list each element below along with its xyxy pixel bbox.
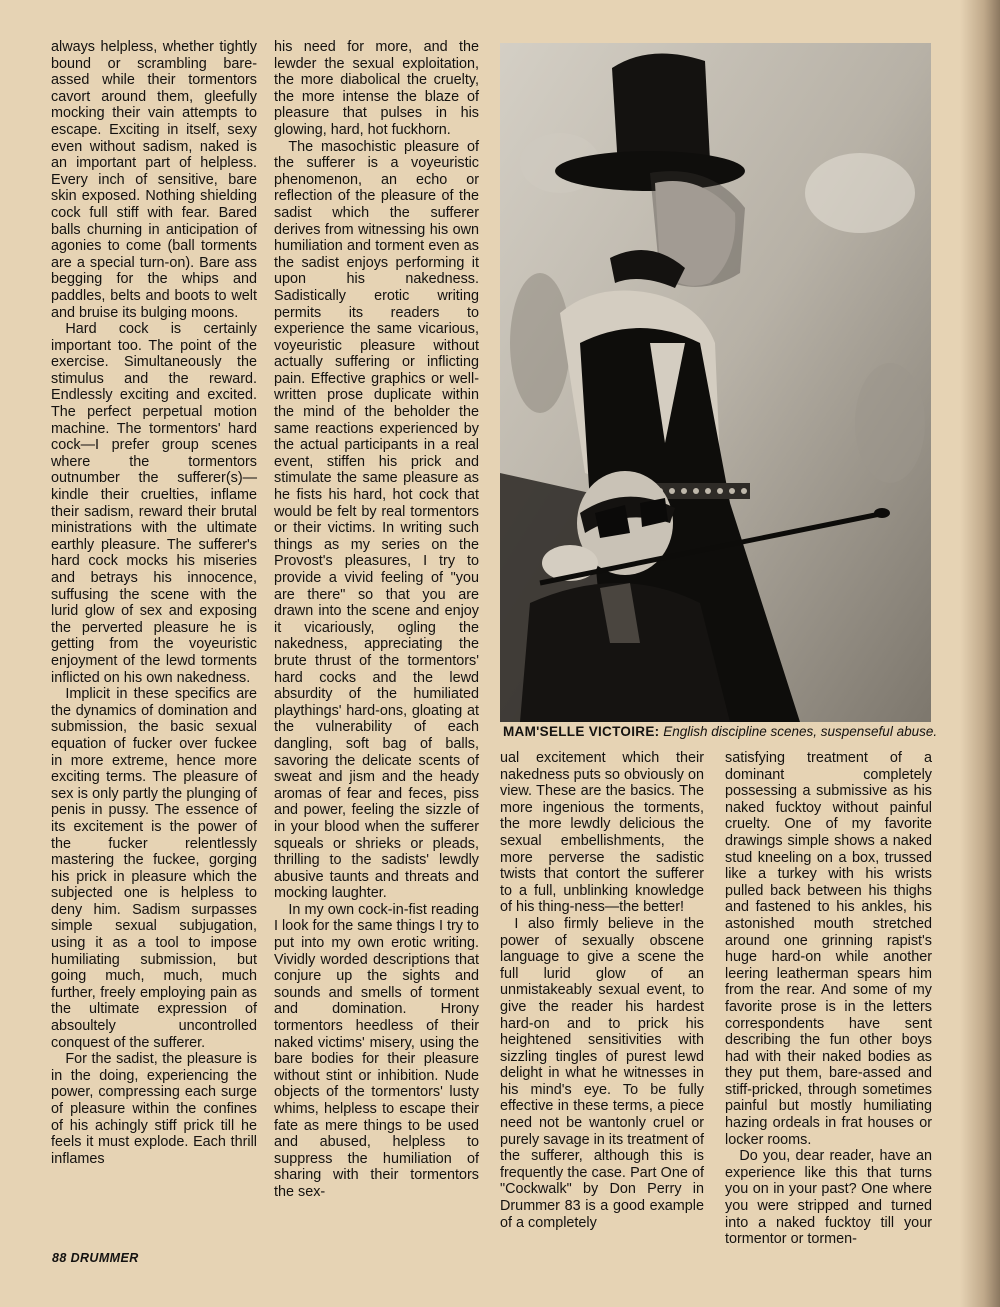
photo-caption	[503, 724, 938, 740]
paragraph: Do you, dear reader, have an experience like this that turns you on in your past? One where you were stripped and turned into a naked fucktoy till your tormentor or tormen-	[725, 1148, 932, 1248]
paragraph: I also firmly believe in the power of sexually obscene language to give a scene the full lurid glow of an unmistakeably sexual event, to give the reader his hardest hard-on and to prick his heightened sensitivities with sizzling tingles of purest lewd delight in what he witnesses in his mind's eye. To be fully effective in these terms, a piece need not be wantonly cruel or purely savage in its treatment of the sufferer, although this is frequently the case. Part One of "Cockwalk" by Don Perry in Drummer 83 is a good example of a completely	[500, 915, 704, 1231]
caption-title: MAM'SELLE VICTOIRE:	[503, 724, 660, 739]
paragraph: satisfying treatment of a dominant completely possessing a submissive as his naked fucktoy without painful cruelty. One of my favorite drawings simple shows a naked stud kneeling on a box, trussed like a turkey with his wrists pulled back between his thighs and fastened to his ankles, his astonished mouth stretched around one grinning rapist's huge hard-on while another leering leatherman spears him from the rear. And some of my favorite prose is in the letters correspondents have sent describing the fun other boys had with their naked bodies as they put them, bare-assed and stiff-pricked, through sometimes painful but mostly humiliating hazing ordeals in frat houses or locker rooms.	[725, 750, 932, 1148]
caption-description: English discipline scenes, suspenseful abuse.	[663, 724, 938, 739]
paragraph: Hard cock is certainly important too. The point of the exercise. Simultaneously the stimulus and the reward. Endlessly exciting and excited. The perfect perpetual motion machine. The tormentors' hard cock—I prefer group scenes where the tormentors outnumber the sufferer(s)—kindle their cruelties, inflame their sadism, reward their brutal ministrations with the ultimate earthly pleasure. The sufferer's hard cock mocks his miseries and betrays his innocence, suffusing the scene with the lurid glow of sex and exposing the perverted pleasure he is getting from the voyeuristic enjoyment of the lewd torments inflicted on his own nakedness.	[51, 321, 257, 686]
page-folio: 88 DRUMMER	[52, 1251, 139, 1265]
paragraph: Implicit in these specifics are the dynamics of domination and submission, the basic sexual equation of fucker over fuckee in more extreme, hence more exciting terms. The pleasure of sex is only partly the plunging of penis in pussy. The essence of its excitement is the power of the fucker relentlessly mastering the fuckee, gorging his prick in pleasure which the subjected one is helpless to deny him. Sadism surpasses simple sexual subjugation, using it as a tool to impose humiliating submission, but going much, much, much further, freely employing pain as the ultimate expression of absoultely uncontrolled conquest of the sufferer.	[51, 686, 257, 1051]
paragraph: ual excitement which their nakedness puts so obviously on view. These are the basics. The more ingenious the torments, the more lewdly delicious the sexual embellishments, the more perverse the sadistic twists that contort the sufferer to a full, unblinking knowledge of his thing-ness—the better!	[500, 750, 704, 916]
paragraph: For the sadist, the pleasure is in the doing, experiencing the power, compressing each surge of pleasure within the confines of his achingly stiff prick till he feels it must explode. Each thrill inflames	[51, 1051, 257, 1167]
article-photo	[500, 43, 931, 722]
text-column-1	[51, 39, 257, 1167]
text-column-4	[725, 750, 932, 1248]
photo-illustration	[500, 43, 931, 722]
paragraph: his need for more, and the lewder the sexual exploitation, the more diabolical the cruelty, the more intense the blaze of pleasure that pulses in his glowing, hard, hot fuckhorn.	[274, 39, 479, 138]
text-column-3	[500, 750, 704, 1231]
paragraph: The masochistic pleasure of the sufferer is a voyeuristic phenomenon, an echo or reflection of the pleasure of the sadist which the sufferer derives from witnessing his own humiliation and torment even as the sadist enjoys performing it upon his nakedness. Sadistically erotic writing permits its readers to experience the same vicarious, voyeuristic pleasure without actually suffering or inflicting pain. Effective graphics or well-written prose duplicate within the mind of the beholder the same reactions experienced by the actual participants in a real event, stiffen his prick and stimulate the same pleasure as he fists his hard, hot cock that would be felt by real tormentors or their victims. In writing such things as my series on the Provost's pleasures, I try to provide a vivid feeling of "you are there" so that you are drawn into the scene and enjoy it vicariously, ogling the nakedness, appreciating the brute thrust of the tormentors' hard cocks and the lewd absurdity of the humiliated playthings' hard-ons, gloating at the vulnerability of each dangling, soft bag of balls, savoring the delicate scents of sweat and jism and the heady aromas of fear and feces, piss and power, feeling the sizzle of in your blood when the sufferer squeals or shrieks or pleads, thrilling to the sadists' lewdly abusive taunts and threats and mocking laughter.	[274, 138, 479, 902]
text-column-2	[274, 39, 479, 1201]
page-binding-shadow	[960, 0, 1000, 1307]
paragraph: In my own cock-in-fist reading I look for the same things I try to put into my own erotic writing. Vividly worded descriptions that conjure up the sights and sounds and smells of torment and domination. Hrony tormentors heedless of their naked victims' misery, using the bare bodies for their pleasure without stint or inhibition. Nude objects of the tormentors' lusty whims, helpless to escape their fate as mere things to be used and abused, helpless to suppress the humiliation of sharing with their tormentors the sex-	[274, 901, 479, 1200]
paragraph: always helpless, whether tightly bound or scrambling bare-assed while their tormentors cavort around them, gleefully mocking their vain attempts to escape. Exciting in itself, sexy even without sadism, naked is an important part of helpless. Every inch of sensitive, bare skin exposed. Nothing shielding cock full stiff with fear. Bared balls churning in anticipation of agonies to come (ball torments are a special turn-on). Bare ass begging for the whips and paddles, belts and boots to welt and bruise its bulging moons.	[51, 39, 257, 321]
